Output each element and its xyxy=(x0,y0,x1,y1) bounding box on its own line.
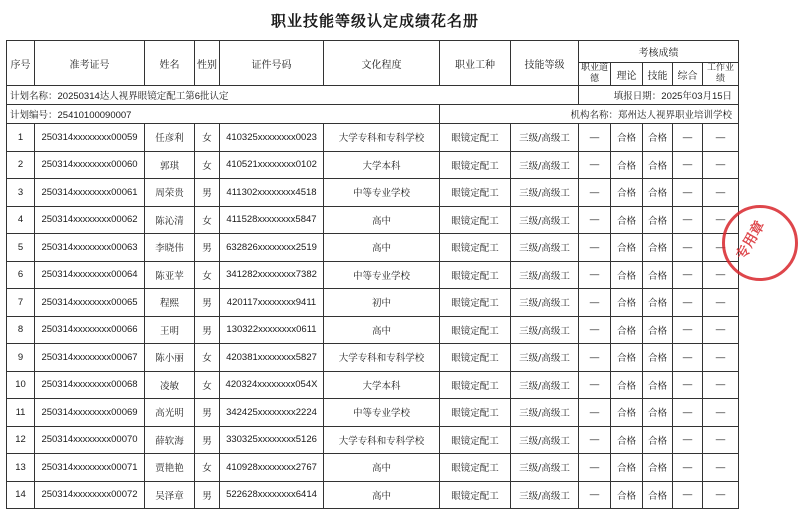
cell-seq: 7 xyxy=(7,289,35,317)
cell-overall: — xyxy=(673,124,703,152)
cell-gender: 女 xyxy=(195,454,220,482)
plan-code: 计划编号：25410100090007 xyxy=(7,105,440,124)
cell-work: — xyxy=(703,234,739,262)
cell-work: — xyxy=(703,454,739,482)
cell-skill: 合格 xyxy=(643,151,673,179)
cell-theory: 合格 xyxy=(611,179,643,207)
cell-skill: 合格 xyxy=(643,481,673,509)
cell-name: 陈小丽 xyxy=(145,344,195,372)
cell-work: — xyxy=(703,261,739,289)
cell-skill: 合格 xyxy=(643,426,673,454)
cell-exam-id: 250314xxxxxxxx00070 xyxy=(35,426,145,454)
cell-occupation: 眼镜定配工 xyxy=(440,289,511,317)
cell-theory: 合格 xyxy=(611,344,643,372)
header-education: 文化程度 xyxy=(324,41,440,86)
cell-theory: 合格 xyxy=(611,454,643,482)
cell-gender: 男 xyxy=(195,234,220,262)
cell-education: 高中 xyxy=(324,316,440,344)
header-skill: 技能 xyxy=(643,63,673,86)
cell-education: 中等专业学校 xyxy=(324,261,440,289)
cell-work: — xyxy=(703,399,739,427)
cell-seq: 13 xyxy=(7,454,35,482)
cell-cert-id: 410521xxxxxxxx0102 xyxy=(220,151,324,179)
cell-skill: 合格 xyxy=(643,399,673,427)
cell-seq: 9 xyxy=(7,344,35,372)
cell-education: 高中 xyxy=(324,481,440,509)
cell-work: — xyxy=(703,316,739,344)
cell-cert-id: 411528xxxxxxxx5847 xyxy=(220,206,324,234)
table-row xyxy=(7,426,739,454)
cell-skill: 合格 xyxy=(643,206,673,234)
cell-level: 三级/高级工 xyxy=(511,151,579,179)
cell-seq: 11 xyxy=(7,399,35,427)
cell-level: 三级/高级工 xyxy=(511,481,579,509)
cell-cert-id: 420381xxxxxxxx5827 xyxy=(220,344,324,372)
cell-occupation: 眼镜定配工 xyxy=(440,124,511,152)
cell-name: 吴泽章 xyxy=(145,481,195,509)
cell-name: 程熙 xyxy=(145,289,195,317)
table-row xyxy=(7,206,739,234)
cell-theory: 合格 xyxy=(611,124,643,152)
plan-name: 计划名称：20250314达人视界眼镜定配工第6批认定 xyxy=(7,86,579,105)
cell-gender: 男 xyxy=(195,289,220,317)
cell-education: 中等专业学校 xyxy=(324,179,440,207)
cell-cert-id: 341282xxxxxxxx7382 xyxy=(220,261,324,289)
cell-exam-id: 250314xxxxxxxx00064 xyxy=(35,261,145,289)
header-results: 考核成绩 xyxy=(579,41,739,63)
cell-cert-id: 420117xxxxxxxx9411 xyxy=(220,289,324,317)
cell-skill: 合格 xyxy=(643,179,673,207)
cell-gender: 女 xyxy=(195,261,220,289)
official-stamp xyxy=(722,205,798,281)
cell-work: — xyxy=(703,124,739,152)
table-row xyxy=(7,481,739,509)
cell-name: 贾艳艳 xyxy=(145,454,195,482)
table-row xyxy=(7,179,739,207)
cell-theory: 合格 xyxy=(611,371,643,399)
cell-level: 三级/高级工 xyxy=(511,344,579,372)
cell-overall: — xyxy=(673,426,703,454)
cell-cert-id: 410928xxxxxxxx2767 xyxy=(220,454,324,482)
cell-ethics: — xyxy=(579,289,611,317)
cell-cert-id: 410325xxxxxxxx0023 xyxy=(220,124,324,152)
cell-ethics: — xyxy=(579,124,611,152)
cell-skill: 合格 xyxy=(643,234,673,262)
table-row xyxy=(7,151,739,179)
cell-exam-id: 250314xxxxxxxx00066 xyxy=(35,316,145,344)
cell-cert-id: 632826xxxxxxxx2519 xyxy=(220,234,324,262)
cell-education: 大学专科和专科学校 xyxy=(324,426,440,454)
cell-education: 高中 xyxy=(324,206,440,234)
table-row xyxy=(7,454,739,482)
cell-occupation: 眼镜定配工 xyxy=(440,371,511,399)
cell-ethics: — xyxy=(579,454,611,482)
table-row xyxy=(7,344,739,372)
cell-name: 李晓伟 xyxy=(145,234,195,262)
stamp-text: 专用章 xyxy=(733,218,769,263)
cell-ethics: — xyxy=(579,179,611,207)
cell-occupation: 眼镜定配工 xyxy=(440,344,511,372)
cell-level: 三级/高级工 xyxy=(511,454,579,482)
header-overall: 综合 xyxy=(673,63,703,86)
header-level: 技能等级 xyxy=(511,41,579,86)
table-row xyxy=(7,399,739,427)
roster-table xyxy=(6,40,739,509)
cell-education: 初中 xyxy=(324,289,440,317)
cell-gender: 女 xyxy=(195,371,220,399)
cell-overall: — xyxy=(673,399,703,427)
cell-overall: — xyxy=(673,454,703,482)
cell-overall: — xyxy=(673,261,703,289)
cell-cert-id: 522628xxxxxxxx6414 xyxy=(220,481,324,509)
cell-work: — xyxy=(703,426,739,454)
cell-seq: 10 xyxy=(7,371,35,399)
cell-gender: 女 xyxy=(195,124,220,152)
cell-seq: 14 xyxy=(7,481,35,509)
cell-work: — xyxy=(703,371,739,399)
cell-skill: 合格 xyxy=(643,316,673,344)
cell-occupation: 眼镜定配工 xyxy=(440,206,511,234)
cell-seq: 3 xyxy=(7,179,35,207)
cell-work: — xyxy=(703,206,739,234)
cell-overall: — xyxy=(673,151,703,179)
cell-skill: 合格 xyxy=(643,124,673,152)
cell-exam-id: 250314xxxxxxxx00067 xyxy=(35,344,145,372)
cell-seq: 8 xyxy=(7,316,35,344)
cell-education: 高中 xyxy=(324,454,440,482)
table-row xyxy=(7,289,739,317)
cell-education: 中等专业学校 xyxy=(324,399,440,427)
table-row xyxy=(7,124,739,152)
cell-work: — xyxy=(703,344,739,372)
header-theory: 理论 xyxy=(611,63,643,86)
header-gender: 性别 xyxy=(195,41,220,86)
header-work: 工作业绩 xyxy=(703,63,739,86)
cell-skill: 合格 xyxy=(643,371,673,399)
cell-level: 三级/高级工 xyxy=(511,179,579,207)
cell-seq: 12 xyxy=(7,426,35,454)
cell-exam-id: 250314xxxxxxxx00061 xyxy=(35,179,145,207)
cell-exam-id: 250314xxxxxxxx00065 xyxy=(35,289,145,317)
cell-skill: 合格 xyxy=(643,289,673,317)
cell-level: 三级/高级工 xyxy=(511,206,579,234)
cell-name: 凌敏 xyxy=(145,371,195,399)
cell-cert-id: 411302xxxxxxxx4518 xyxy=(220,179,324,207)
cell-exam-id: 250314xxxxxxxx00062 xyxy=(35,206,145,234)
cell-work: — xyxy=(703,481,739,509)
cell-name: 郭琪 xyxy=(145,151,195,179)
cell-exam-id: 250314xxxxxxxx00072 xyxy=(35,481,145,509)
cell-theory: 合格 xyxy=(611,316,643,344)
cell-theory: 合格 xyxy=(611,426,643,454)
cell-cert-id: 342425xxxxxxxx2224 xyxy=(220,399,324,427)
fill-date: 填报日期：2025年03月15日 xyxy=(579,86,739,105)
cell-education: 大学本科 xyxy=(324,151,440,179)
cell-exam-id: 250314xxxxxxxx00071 xyxy=(35,454,145,482)
cell-seq: 4 xyxy=(7,206,35,234)
cell-work: — xyxy=(703,289,739,317)
cell-ethics: — xyxy=(579,371,611,399)
cell-gender: 女 xyxy=(195,151,220,179)
header-ethics: 职业道德 xyxy=(579,63,611,86)
cell-seq: 5 xyxy=(7,234,35,262)
cell-overall: — xyxy=(673,344,703,372)
cell-name: 王明 xyxy=(145,316,195,344)
cell-level: 三级/高级工 xyxy=(511,124,579,152)
cell-occupation: 眼镜定配工 xyxy=(440,481,511,509)
cell-gender: 男 xyxy=(195,316,220,344)
cell-work: — xyxy=(703,151,739,179)
cell-exam-id: 250314xxxxxxxx00068 xyxy=(35,371,145,399)
cell-work: — xyxy=(703,179,739,207)
cell-ethics: — xyxy=(579,206,611,234)
cell-education: 大学专科和专科学校 xyxy=(324,344,440,372)
cell-overall: — xyxy=(673,206,703,234)
cell-education: 高中 xyxy=(324,234,440,262)
cell-level: 三级/高级工 xyxy=(511,316,579,344)
cell-gender: 女 xyxy=(195,206,220,234)
table-row xyxy=(7,316,739,344)
page-title: 职业技能等级认定成绩花名册 xyxy=(270,12,479,30)
org-name: 机构名称：郑州达人视界职业培训学校 xyxy=(440,105,739,124)
table-row xyxy=(7,261,739,289)
cell-seq: 2 xyxy=(7,151,35,179)
header-name: 姓名 xyxy=(145,41,195,86)
table-body xyxy=(7,124,739,509)
cell-occupation: 眼镜定配工 xyxy=(440,234,511,262)
cell-overall: — xyxy=(673,289,703,317)
cell-theory: 合格 xyxy=(611,206,643,234)
cell-ethics: — xyxy=(579,481,611,509)
cell-occupation: 眼镜定配工 xyxy=(440,399,511,427)
cell-occupation: 眼镜定配工 xyxy=(440,179,511,207)
cell-ethics: — xyxy=(579,426,611,454)
cell-name: 薛软海 xyxy=(145,426,195,454)
cell-theory: 合格 xyxy=(611,481,643,509)
cell-overall: — xyxy=(673,234,703,262)
cell-seq: 1 xyxy=(7,124,35,152)
cell-occupation: 眼镜定配工 xyxy=(440,454,511,482)
cell-level: 三级/高级工 xyxy=(511,371,579,399)
cell-gender: 女 xyxy=(195,344,220,372)
header-cert-id: 证件号码 xyxy=(220,41,324,86)
cell-gender: 男 xyxy=(195,426,220,454)
cell-level: 三级/高级工 xyxy=(511,426,579,454)
cell-level: 三级/高级工 xyxy=(511,399,579,427)
cell-skill: 合格 xyxy=(643,344,673,372)
cell-name: 周荣贵 xyxy=(145,179,195,207)
table-row xyxy=(7,234,739,262)
table-row xyxy=(7,371,739,399)
cell-gender: 男 xyxy=(195,179,220,207)
cell-name: 陈沁清 xyxy=(145,206,195,234)
header-occupation: 职业工种 xyxy=(440,41,511,86)
cell-education: 大学专科和专科学校 xyxy=(324,124,440,152)
cell-occupation: 眼镜定配工 xyxy=(440,316,511,344)
cell-exam-id: 250314xxxxxxxx00060 xyxy=(35,151,145,179)
cell-level: 三级/高级工 xyxy=(511,261,579,289)
cell-name: 陈亚苹 xyxy=(145,261,195,289)
cell-overall: — xyxy=(673,179,703,207)
cell-theory: 合格 xyxy=(611,399,643,427)
cell-theory: 合格 xyxy=(611,261,643,289)
cell-theory: 合格 xyxy=(611,289,643,317)
cell-theory: 合格 xyxy=(611,151,643,179)
cell-overall: — xyxy=(673,371,703,399)
header-seq: 序号 xyxy=(7,41,35,86)
cell-gender: 男 xyxy=(195,399,220,427)
cell-occupation: 眼镜定配工 xyxy=(440,151,511,179)
cell-level: 三级/高级工 xyxy=(511,234,579,262)
cell-occupation: 眼镜定配工 xyxy=(440,426,511,454)
cell-skill: 合格 xyxy=(643,454,673,482)
cell-exam-id: 250314xxxxxxxx00059 xyxy=(35,124,145,152)
cell-education: 大学本科 xyxy=(324,371,440,399)
cell-cert-id: 330325xxxxxxxx5126 xyxy=(220,426,324,454)
cell-ethics: — xyxy=(579,344,611,372)
header-exam-id: 准考证号 xyxy=(35,41,145,86)
cell-cert-id: 130322xxxxxxxx0611 xyxy=(220,316,324,344)
cell-cert-id: 420324xxxxxxxx054X xyxy=(220,371,324,399)
cell-overall: — xyxy=(673,481,703,509)
cell-ethics: — xyxy=(579,234,611,262)
cell-level: 三级/高级工 xyxy=(511,289,579,317)
cell-skill: 合格 xyxy=(643,261,673,289)
cell-ethics: — xyxy=(579,399,611,427)
cell-name: 任彦利 xyxy=(145,124,195,152)
cell-gender: 男 xyxy=(195,481,220,509)
cell-overall: — xyxy=(673,316,703,344)
cell-exam-id: 250314xxxxxxxx00069 xyxy=(35,399,145,427)
cell-ethics: — xyxy=(579,261,611,289)
cell-exam-id: 250314xxxxxxxx00063 xyxy=(35,234,145,262)
cell-seq: 6 xyxy=(7,261,35,289)
cell-theory: 合格 xyxy=(611,234,643,262)
cell-ethics: — xyxy=(579,316,611,344)
cell-ethics: — xyxy=(579,151,611,179)
cell-occupation: 眼镜定配工 xyxy=(440,261,511,289)
cell-name: 高光明 xyxy=(145,399,195,427)
